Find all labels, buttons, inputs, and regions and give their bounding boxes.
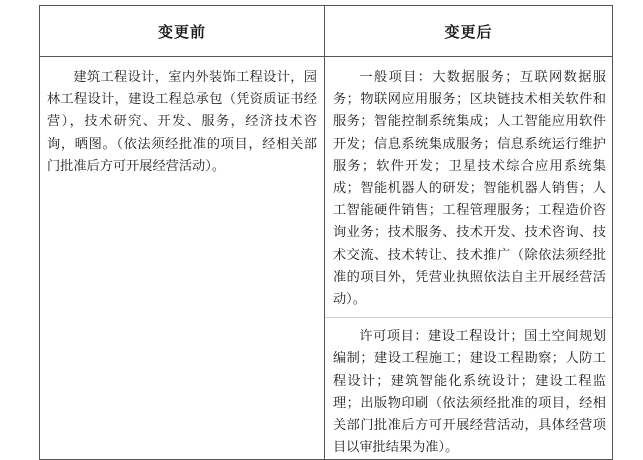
before-cell [40,57,325,460]
change-comparison-table [39,5,613,460]
after-cell [325,57,613,460]
header-after: 变更后 [325,6,613,57]
header-before: 变更前 [40,6,325,57]
licensed-items-text: 许可项目：建设工程设计；国土空间规划编制；建设工程施工；建设工程勘察；人防工程设计；建筑智能化系统设计；建设工程监理；出版物印刷（依法须经批准的项目，经相关部门批准后方可开展经营活动，具体经营项目以审批结果为准）。 [333,329,606,456]
header-row [40,6,613,57]
before-scope-text: 建筑工程设计，室内外装饰工程设计，园林工程设计，建设工程总承包（凭资质证书经营），技术研究、开发、服务，经济技术咨询，晒图。（依法须经批准的项目，经相关部门批准后方可开展经营活动）。 [47,70,317,174]
content-row [40,57,613,460]
general-items-text: 一般项目：大数据服务；互联网数据服务；物联网应用服务；区块链技术相关软件和服务；智能控制系统集成；人工智能应用软件开发；信息系统集成服务；信息系统运行维护服务；软件开发；卫星技术综合应用系统集成；智能机器人的研发；智能机器人销售；人工智能硬件销售；工程管理服务；工程造价咨询业务；技术服务、技术开发、技术咨询、技术交流、技术转让、技术推广（除依法须经批准的项目外，凭营业执照依法自主开展经营活动）。 [333,70,606,308]
